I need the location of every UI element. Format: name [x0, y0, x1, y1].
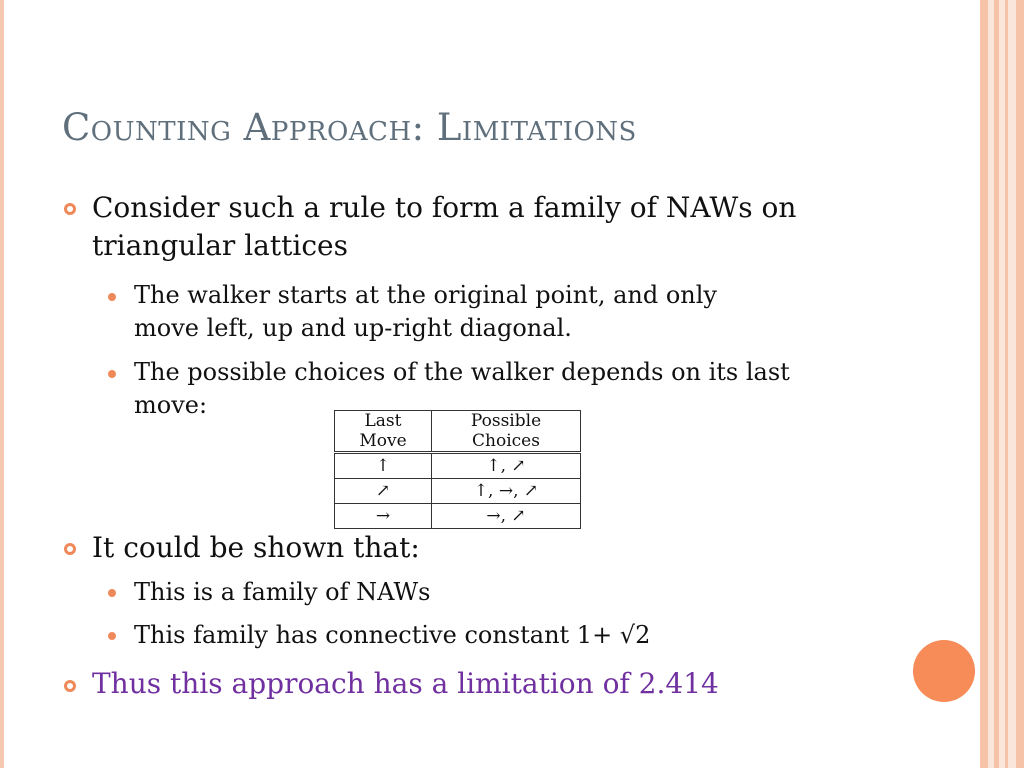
sub-bullet-text: The walker starts at the original point, and only — [134, 281, 717, 309]
sub-bullet-marker — [108, 589, 116, 597]
sub-bullet-marker — [108, 293, 116, 301]
table-cell: ↑, →, ↗ — [432, 479, 581, 504]
sub-bullet-text-continued: move: — [134, 391, 208, 419]
table-row — [335, 504, 581, 529]
bullet-text: It could be shown that: — [92, 531, 420, 564]
table-cell: ↑ — [335, 453, 432, 479]
sub-bullet-text: This family has connective constant 1+ √2 — [134, 621, 651, 649]
sub-bullet-marker — [108, 632, 116, 640]
bullet-text-continued: triangular lattices — [92, 229, 348, 262]
table-row — [335, 453, 581, 479]
conclusion-text: Thus this approach has a limitation of 2.414 — [92, 667, 719, 700]
table-header-cell: Last Move — [335, 411, 432, 453]
table-row — [335, 479, 581, 504]
table-cell: ↑, ↗ — [432, 453, 581, 479]
bullet-marker — [64, 203, 76, 215]
table-header-cell: Possible Choices — [432, 411, 581, 453]
sub-bullet-text: The possible choices of the walker depends on its last — [134, 358, 790, 386]
sub-bullet-text: This is a family of NAWs — [134, 578, 431, 606]
left-frame-stripe — [0, 0, 4, 768]
table-cell: →, ↗ — [432, 504, 581, 529]
decorative-orange-circle — [913, 640, 975, 702]
table-cell: ↗ — [335, 479, 432, 504]
slide-title: Counting Approach: Limitations — [62, 106, 637, 149]
bullet-text: Consider such a rule to form a family of NAWs on — [92, 191, 797, 224]
bullet-marker — [64, 543, 76, 555]
bullet-marker — [64, 680, 76, 692]
table-cell: → — [335, 504, 432, 529]
sub-bullet-text-continued: move left, up and up-right diagonal. — [134, 314, 572, 342]
right-decorative-border — [980, 0, 1024, 768]
sub-bullet-marker — [108, 370, 116, 378]
move-choices-table — [334, 410, 581, 529]
